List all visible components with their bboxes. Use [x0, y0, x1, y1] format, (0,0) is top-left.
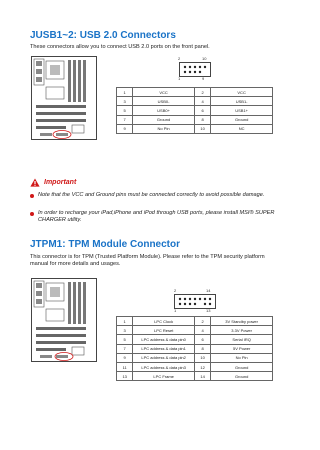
pin-number: 13	[117, 372, 133, 381]
pin-number: 12	[194, 362, 210, 371]
tpm-header-diagram	[116, 288, 273, 312]
table-row	[117, 124, 273, 133]
pin-signal: Ground	[133, 115, 195, 124]
table-row	[117, 106, 273, 115]
motherboard-illustration-tpm	[31, 278, 97, 362]
table-row	[117, 326, 273, 335]
tpm-pin-label-bottom-right: 13	[206, 308, 211, 313]
tpm-pin-label-top-left: 2	[174, 288, 177, 293]
tpm-section-description: This connector is for TPM (Trusted Platform Module). Please refer to the TPM security platform manual for more details and usages.	[30, 254, 265, 267]
pin-number: 4	[194, 97, 210, 106]
table-row	[117, 372, 273, 381]
important-label: Important	[44, 179, 77, 186]
usb-pin-label-top-left: 2	[178, 56, 181, 61]
pin-signal: Serial IRQ	[211, 335, 273, 344]
pin-signal: Ground	[211, 362, 273, 371]
table-row	[117, 362, 273, 371]
pin-signal: LPC Clock	[133, 317, 195, 326]
table-row	[117, 88, 273, 97]
tpm-section-title: JTPM1: TPM Module Connector	[30, 239, 180, 250]
tpm-pin-label-bottom-left: 1	[174, 308, 177, 313]
pin-number: 3	[117, 326, 133, 335]
bullet-text: Note that the VCC and Ground pins must be connected correctly to avoid possible damage.	[38, 192, 265, 198]
usb-section-description: These connectors allow you to connect USB 2.0 ports on the front panel.	[30, 44, 210, 50]
pin-signal: VCC	[133, 88, 195, 97]
pin-signal: LPC Frame	[133, 372, 195, 381]
usb-header-diagram	[116, 56, 273, 80]
pin-signal: NC	[211, 124, 273, 133]
tpm-pin-label-top-right: 14	[206, 288, 211, 293]
table-row	[117, 335, 273, 344]
pin-signal: USB0-	[133, 97, 195, 106]
pin-number: 7	[117, 115, 133, 124]
usb-pin-table	[116, 87, 273, 134]
pin-signal: No Pin	[133, 124, 195, 133]
pin-number: 7	[117, 344, 133, 353]
usb-section-title: JUSB1~2: USB 2.0 Connectors	[30, 30, 176, 41]
warning-icon	[30, 178, 40, 187]
pin-number: 11	[117, 362, 133, 371]
pin-signal: Ground	[211, 115, 273, 124]
pin-number: 14	[194, 372, 210, 381]
pin-number: 4	[194, 326, 210, 335]
pin-number: 9	[117, 124, 133, 133]
pin-number: 1	[117, 88, 133, 97]
pin-number: 6	[194, 106, 210, 115]
table-row	[117, 115, 273, 124]
pin-number: 3	[117, 97, 133, 106]
table-row	[117, 317, 273, 326]
pin-signal: LPC Reset	[133, 326, 195, 335]
bullet-icon	[30, 212, 34, 216]
pin-number: 5	[117, 335, 133, 344]
important-bullet	[30, 210, 280, 224]
pin-number: 8	[194, 344, 210, 353]
bullet-text: In order to recharge your iPad,iPhone and iPod through USB ports, please install MSI® SUPER CHARGER utility.	[38, 210, 275, 223]
pin-number: 5	[117, 106, 133, 115]
pin-signal: 5V Power	[211, 344, 273, 353]
table-row	[117, 353, 273, 362]
pin-number: 2	[194, 88, 210, 97]
pin-signal: No Pin	[211, 353, 273, 362]
tpm-header-pinbox	[174, 294, 216, 309]
usb-pin-label-top-right: 10	[202, 56, 207, 61]
motherboard-illustration-usb	[31, 56, 97, 140]
pin-signal: Ground	[211, 372, 273, 381]
pin-signal: LPC address & data pin0	[133, 335, 195, 344]
usb-pin-label-bottom-right: 9	[202, 76, 205, 81]
bullet-icon	[30, 194, 34, 198]
motherboard-drawing	[32, 57, 96, 139]
pin-number: 6	[194, 335, 210, 344]
table-row	[117, 97, 273, 106]
pin-number: 9	[117, 353, 133, 362]
pin-signal: USB0+	[133, 106, 195, 115]
pin-signal: LPC address & data pin2	[133, 353, 195, 362]
tpm-pin-table	[116, 316, 273, 381]
pin-signal: USB1+	[211, 106, 273, 115]
important-bullet	[30, 192, 280, 199]
pin-number: 8	[194, 115, 210, 124]
important-notice	[30, 178, 76, 187]
pin-number: 2	[194, 317, 210, 326]
pin-number: 10	[194, 124, 210, 133]
motherboard-drawing	[32, 279, 96, 361]
pin-signal: VCC	[211, 88, 273, 97]
pin-number: 1	[117, 317, 133, 326]
pin-signal: USB1-	[211, 97, 273, 106]
usb-pin-label-bottom-left: 1	[178, 76, 181, 81]
pin-signal: 3.3V Power	[211, 326, 273, 335]
table-row	[117, 344, 273, 353]
pin-signal: 3V Standby power	[211, 317, 273, 326]
pin-signal: LPC address & data pin3	[133, 362, 195, 371]
pin-number: 10	[194, 353, 210, 362]
pin-signal: LPC address & data pin1	[133, 344, 195, 353]
usb-header-pinbox	[179, 62, 211, 77]
